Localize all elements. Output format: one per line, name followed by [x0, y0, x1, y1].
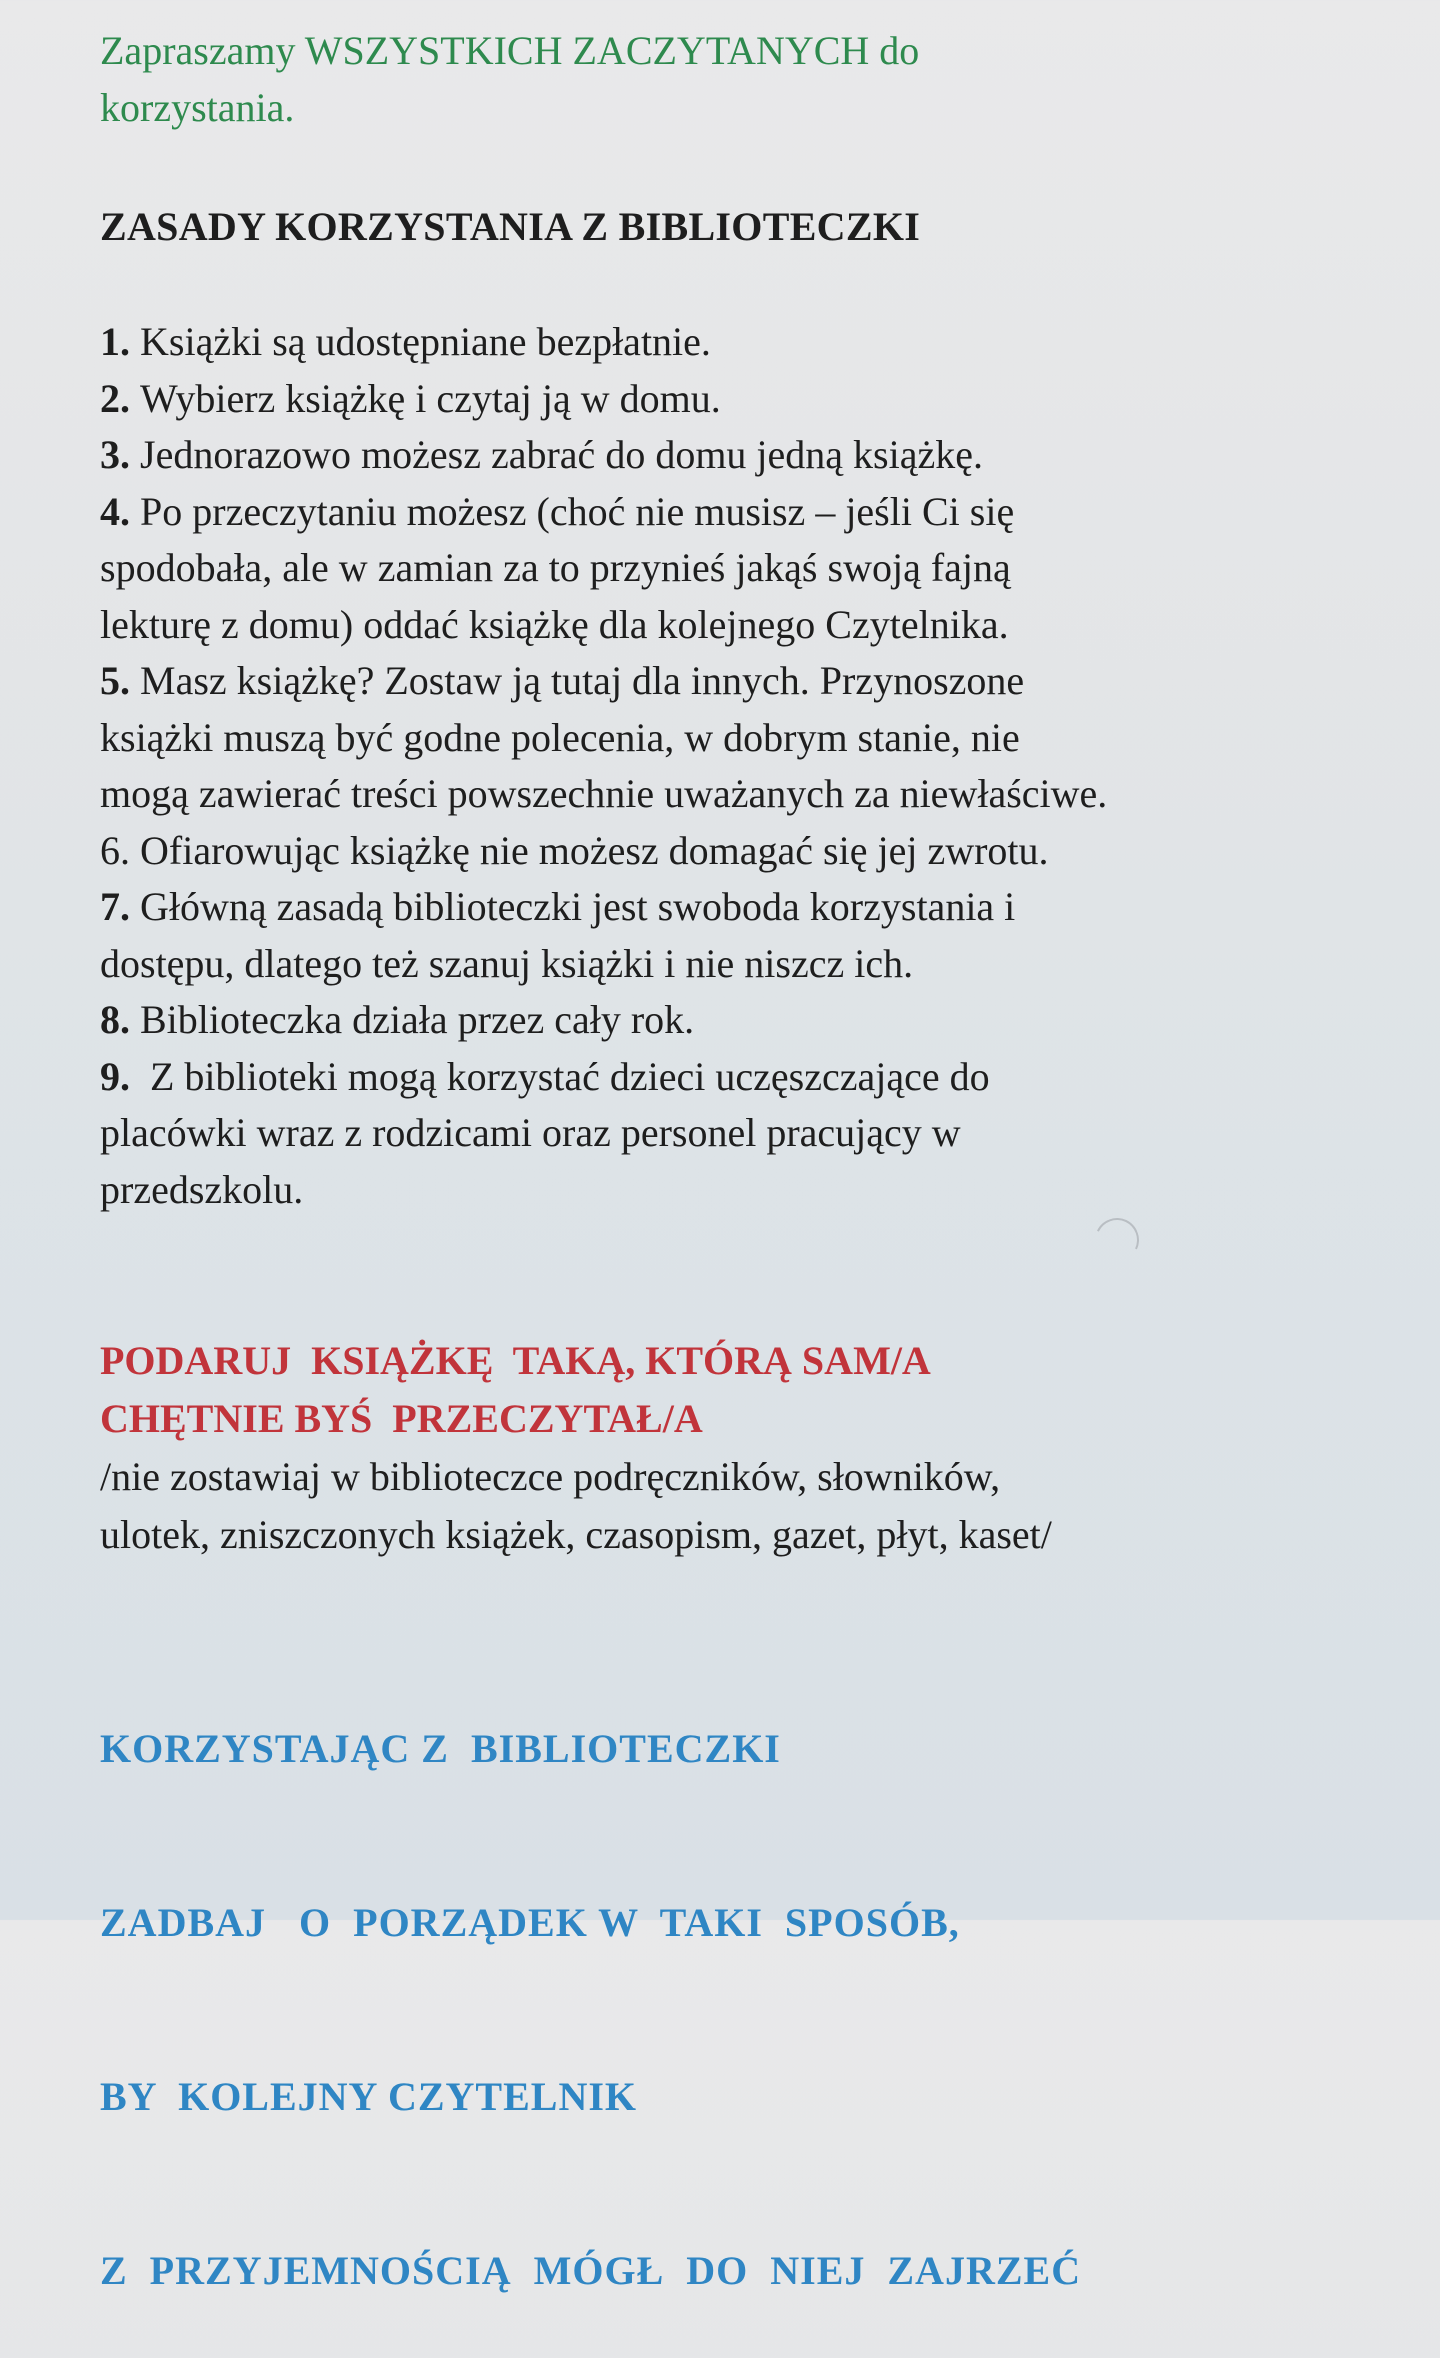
rule-line: spodobała, ale w zamian za to przynieś jakąś swoją fajną — [100, 545, 1011, 590]
rules-heading: ZASADY KORZYSTANIA Z BIBLIOTECZKI — [100, 204, 921, 249]
rule-number: 9. — [100, 1053, 130, 1099]
care-section — [100, 1604, 1400, 2358]
rule-line: książki muszą być godne polecenia, w dobrym stanie, nie — [100, 714, 1020, 760]
rule-number: 5. — [100, 658, 130, 703]
rule-number: 1. — [100, 319, 130, 364]
rule-number: 6. — [100, 827, 130, 873]
rule-line: Główną zasadą biblioteczki jest swoboda korzystania i — [140, 884, 1016, 929]
notice-sheet — [100, 22, 1400, 1218]
rule-item-1 — [100, 314, 1400, 371]
rule-item-4 — [100, 484, 1400, 654]
rule-line: Książki są udostępniane bezpłatnie. — [140, 319, 711, 364]
intro-text — [100, 22, 1400, 136]
donation-section — [100, 1332, 1400, 1564]
donation-note-line-2: ulotek, zniszczonych książek, czasopism, gazet, płyt, kaset/ — [100, 1512, 1052, 1557]
care-line-4: Z PRZYJEMNOŚCIĄ MÓGŁ DO NIEJ ZAJRZEĆ — [100, 2248, 1082, 2293]
care-line-3: BY KOLEJNY CZYTELNIK — [100, 2074, 638, 2119]
rule-line: Po przeczytaniu możesz (choć nie musisz – jeśli Ci się — [140, 488, 1015, 534]
rule-item-5 — [100, 653, 1400, 823]
rule-item-9 — [100, 1049, 1400, 1219]
rule-number: 7. — [100, 884, 130, 929]
rule-item-6 — [100, 823, 1400, 880]
rule-item-3 — [100, 427, 1400, 484]
donation-note-line-1: /nie zostawiaj w biblioteczce podręczników, słowników, — [100, 1454, 1001, 1499]
rule-line: Jednorazowo możesz zabrać do domu jedną książkę. — [140, 432, 983, 477]
rule-item-8 — [100, 992, 1400, 1049]
rule-item-2 — [100, 371, 1400, 428]
rule-item-7 — [100, 879, 1400, 992]
rule-line: Ofiarowując książkę nie możesz domagać się jej zwrotu. — [140, 827, 1049, 873]
rule-line: lekturę z domu) oddać książkę dla kolejnego Czytelnika. — [100, 601, 1009, 647]
care-line-2: ZADBAJ O PORZĄDEK W TAKI SPOSÓB, — [100, 1900, 960, 1945]
rule-line: przedszkolu. — [100, 1166, 304, 1212]
intro-line-2: korzystania. — [100, 85, 295, 130]
donation-title-line-2: CHĘTNIE BYŚ PRZECZYTAŁ/A — [100, 1396, 703, 1441]
rule-number: 2. — [100, 375, 130, 421]
paper-mark — [1089, 1212, 1145, 1268]
rule-line: mogą zawierać treści powszechnie uważanych za niewłaściwe. — [100, 771, 1108, 816]
rule-line: Wybierz książkę i czytaj ją w domu. — [140, 375, 721, 421]
intro-line-1: Zapraszamy WSZYSTKICH ZACZYTANYCH do — [100, 28, 920, 73]
rule-line: dostępu, dlatego też szanuj książki i nie niszcz ich. — [100, 940, 914, 986]
rule-number: 4. — [100, 488, 130, 534]
rule-line: Biblioteczka działa przez cały rok. — [140, 997, 695, 1042]
rule-number: 8. — [100, 997, 130, 1042]
rule-line: placówki wraz z rodzicami oraz personel pracujący w — [100, 1110, 961, 1155]
rule-number: 3. — [100, 432, 130, 477]
rule-line: Z biblioteki mogą korzystać dzieci uczęszczające do — [140, 1053, 990, 1099]
donation-title-line-1: PODARUJ KSIĄŻKĘ TAKĄ, KTÓRĄ SAM/A — [100, 1338, 931, 1383]
care-line-1: KORZYSTAJĄC Z BIBLIOTECZKI — [100, 1726, 781, 1771]
rules-list — [100, 314, 1400, 1218]
rule-line: Masz książkę? Zostaw ją tutaj dla innych. Przynoszone — [140, 658, 1025, 703]
